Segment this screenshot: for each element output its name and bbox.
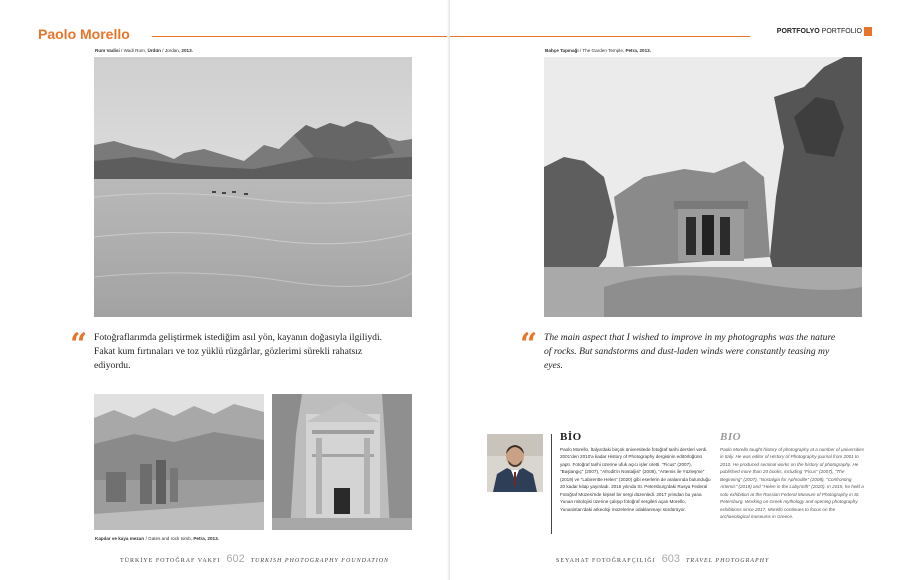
photo-garden-temple xyxy=(544,57,862,317)
photo-caption-garden-temple: Bahçe Tapınağı / The Garden Temple, Petra, 2013. xyxy=(545,48,651,53)
pull-quote-en: The main aspect that I wished to improve in my photographs was the nature of rocks. But sandstorms and dust-laden winds were constantly teasing my eyes. xyxy=(544,332,836,371)
pull-quote-tr: Fotoğraflarımda geliştirmek istediğim asıl yön, kayanın doğasıyla ilgiliydi. Fakat kum fırtınaları ve toz yüklü rüzgârlar, gözlerimi sürekli rahatsız ediyordu. xyxy=(94,332,383,371)
footer-left: TÜRKİYE FOTOĞRAF VAKFI 602 TURKISH PHOTOGRAPHY FOUNDATION xyxy=(120,553,390,565)
section-marker-icon xyxy=(864,27,872,36)
quote-mark-icon: “ xyxy=(520,327,538,362)
header-rule xyxy=(152,36,448,37)
photo-wadi-rum xyxy=(94,57,412,317)
page-number-left: 602 xyxy=(226,553,245,565)
page-number-right: 603 xyxy=(661,553,680,565)
author-portrait xyxy=(487,434,543,492)
photo-caption-gates: Kapılar ve kaya mezarı / Gates and rock tomb, Petra, 2013. xyxy=(95,536,219,541)
photo-gates-petra xyxy=(94,394,264,530)
author-name: Paolo Morello xyxy=(38,26,130,42)
section-tag: PORTFOLYO PORTFOLIO xyxy=(776,28,862,35)
quote-mark-icon: “ xyxy=(70,327,88,362)
footer-right: SEYAHAT FOTOĞRAFÇILIĞI 603 TRAVEL PHOTOGRAPHY xyxy=(556,553,770,565)
bio-text-en: Paolo Morello taught history of photography at a number of universities in Italy. He was editor of History of Photography journal from 2001 to 2010. He produced seminal works on the history of photography. He published more than 20 books, including "Ficus" (2007), "The Beginning" (2007), "Nostalgia for Aphrodite" (2008), "Confronting Artemis" (2019) and "Helen in the Labyrinth" (2020). In 2015, he held a solo exhibition at the Russian Federal Museum of Photography in St. Petersburg. Working on Greek mythology and opening photography exhibitions since 2017, Morello continues to focus on the archaeological museums in Greece. xyxy=(720,447,865,519)
bio-divider xyxy=(551,434,552,534)
photo-caption-wadi-rum: Rum Vadisi / Wadi Rum, Ürdün / Jordan, 2013. xyxy=(95,48,193,53)
bio-text-tr: Paolo Morello, İtalya'daki birçok üniversitede fotoğraf tarihi dersleri verdi. 2001'den 2010'a kadar History of Photography dergisinin editörlüğünü yaptı. Fotoğraf tarihi üzerine ufuk açıcı işler üretti. "Ficus" (2007), "Başlangıç" (2007), "Afrodit'in Nostaljisi" (2008), "Artemis ile Yüzleşme" (2019) ve "Labirentte Helen" (2020) gibi eserlerin de aralarında bulunduğu 20 kadar kitap yayınladı. 2015 yılında St. Petersburg'daki Rusya Federal Fotoğraf Müzesi'nde kişisel bir sergi düzenledi. 2017 yılından bu yana Yunan mitolojisi üzerine çalışıp fotoğraf sergileri açan Morello, Yunanistan'daki arkeoloji müzelerine odaklanmayı sürdürüyor. xyxy=(560,447,711,512)
bio-title-en: BIO xyxy=(720,431,742,443)
photo-rock-tomb-petra xyxy=(272,394,412,530)
header-rule xyxy=(450,36,750,37)
bio-title-tr: BİO xyxy=(560,431,582,443)
right-page xyxy=(450,0,900,580)
